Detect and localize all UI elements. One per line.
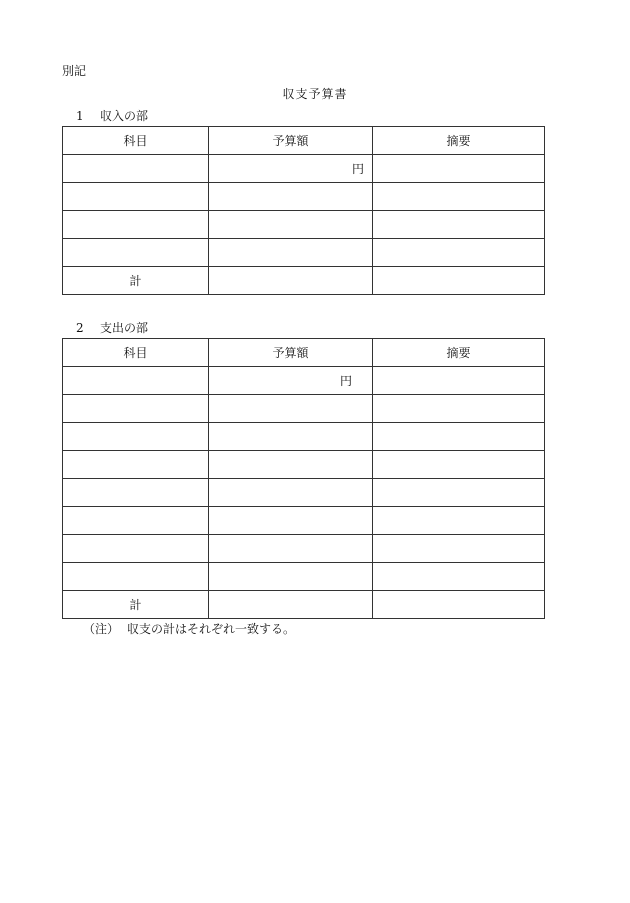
remarks-cell[interactable]	[373, 183, 545, 211]
remarks-cell[interactable]	[373, 507, 545, 535]
remarks-cell[interactable]	[373, 479, 545, 507]
annex-label: 別記	[62, 64, 87, 78]
expense-section-number: 2	[76, 321, 84, 335]
footnote	[83, 623, 295, 635]
amount-cell[interactable]	[209, 563, 373, 591]
subject-cell[interactable]	[63, 367, 209, 395]
remarks-cell[interactable]	[373, 395, 545, 423]
amount-cell[interactable]	[209, 535, 373, 563]
header-subject: 科目	[63, 127, 209, 155]
remarks-cell[interactable]	[373, 423, 545, 451]
subject-cell[interactable]	[63, 423, 209, 451]
remarks-cell[interactable]	[373, 451, 545, 479]
amount-cell[interactable]: 円	[209, 367, 373, 395]
remarks-cell[interactable]	[373, 563, 545, 591]
table-total-row	[63, 267, 545, 295]
subject-cell[interactable]	[63, 183, 209, 211]
footnote-mark: （注）	[83, 622, 120, 636]
amount-cell[interactable]	[209, 183, 373, 211]
expense-section-title: 支出の部	[100, 321, 149, 335]
table-row	[63, 563, 545, 591]
amount-cell[interactable]	[209, 479, 373, 507]
remarks-cell[interactable]	[373, 267, 545, 295]
subject-cell[interactable]	[63, 479, 209, 507]
table-row	[63, 367, 545, 395]
header-budget-amount: 予算額	[209, 339, 373, 367]
table-row	[63, 239, 545, 267]
footnote-text: 収支の計はそれぞれ一致する。	[127, 622, 296, 636]
expense-table	[62, 338, 545, 619]
amount-cell[interactable]	[209, 507, 373, 535]
subject-cell[interactable]	[63, 239, 209, 267]
subject-cell[interactable]	[63, 155, 209, 183]
amount-cell[interactable]	[209, 239, 373, 267]
subject-cell[interactable]	[63, 535, 209, 563]
remarks-cell[interactable]	[373, 239, 545, 267]
remarks-cell[interactable]	[373, 367, 545, 395]
amount-cell[interactable]	[209, 423, 373, 451]
table-row	[63, 395, 545, 423]
table-row	[63, 507, 545, 535]
income-section-number: 1	[76, 109, 84, 123]
amount-cell[interactable]	[209, 395, 373, 423]
table-row	[63, 479, 545, 507]
remarks-cell[interactable]	[373, 211, 545, 239]
remarks-cell[interactable]	[373, 591, 545, 619]
header-budget-amount: 予算額	[209, 127, 373, 155]
income-section-title: 収入の部	[100, 109, 149, 123]
subject-cell[interactable]	[63, 211, 209, 239]
table-row	[63, 183, 545, 211]
header-remarks: 摘要	[373, 339, 545, 367]
table-row	[63, 155, 545, 183]
amount-cell[interactable]: 円	[209, 155, 373, 183]
subject-cell[interactable]	[63, 507, 209, 535]
header-remarks: 摘要	[373, 127, 545, 155]
table-row	[63, 423, 545, 451]
subject-cell[interactable]	[63, 451, 209, 479]
amount-cell[interactable]	[209, 267, 373, 295]
remarks-cell[interactable]	[373, 535, 545, 563]
amount-cell[interactable]	[209, 451, 373, 479]
table-total-row	[63, 591, 545, 619]
income-section-heading	[76, 110, 148, 122]
total-label: 計	[63, 267, 209, 295]
income-table	[62, 126, 545, 295]
table-header-row	[63, 127, 545, 155]
remarks-cell[interactable]	[373, 155, 545, 183]
table-row	[63, 535, 545, 563]
table-header-row	[63, 339, 545, 367]
header-subject: 科目	[63, 339, 209, 367]
amount-cell[interactable]	[209, 211, 373, 239]
table-row	[63, 451, 545, 479]
document-title: 収支予算書	[282, 87, 348, 101]
total-label: 計	[63, 591, 209, 619]
subject-cell[interactable]	[63, 563, 209, 591]
subject-cell[interactable]	[63, 395, 209, 423]
expense-section-heading	[76, 322, 148, 334]
amount-cell[interactable]	[209, 591, 373, 619]
table-row	[63, 211, 545, 239]
